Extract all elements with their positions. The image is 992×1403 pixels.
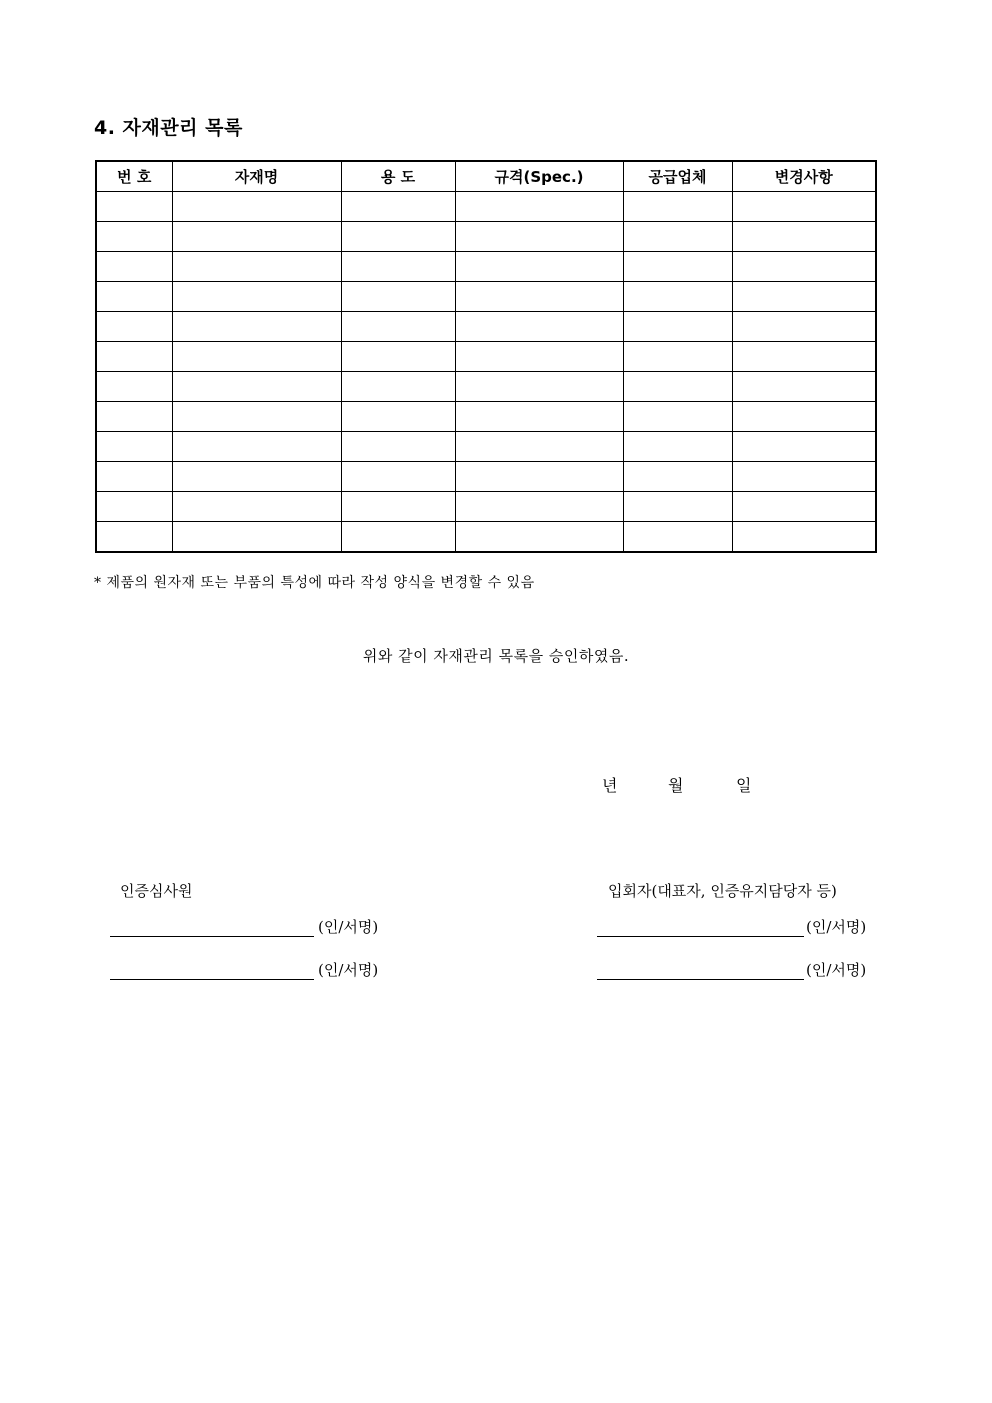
cell-supplier[interactable] (623, 402, 732, 432)
cell-usage[interactable] (341, 282, 455, 312)
section-title: 4. 자재관리 목록 (94, 117, 243, 139)
table-row (96, 462, 876, 492)
cell-usage[interactable] (341, 372, 455, 402)
cell-spec[interactable] (455, 522, 623, 553)
cell-material-name[interactable] (172, 372, 341, 402)
cell-number[interactable] (96, 432, 172, 462)
cell-supplier[interactable] (623, 312, 732, 342)
cell-usage[interactable] (341, 432, 455, 462)
table-row (96, 432, 876, 462)
auditor-sign-label-2: (인/서명) (318, 961, 379, 979)
header-usage: 용 도 (341, 161, 455, 192)
cell-number[interactable] (96, 342, 172, 372)
cell-supplier[interactable] (623, 342, 732, 372)
witness-label: 입회자(대표자, 인증유지담당자 등) (608, 882, 837, 900)
cell-supplier[interactable] (623, 282, 732, 312)
table-row (96, 342, 876, 372)
auditor-label: 인증심사원 (120, 882, 193, 900)
cell-spec[interactable] (455, 252, 623, 282)
cell-number[interactable] (96, 522, 172, 553)
header-supplier: 공급업체 (623, 161, 732, 192)
cell-number[interactable] (96, 462, 172, 492)
cell-spec[interactable] (455, 492, 623, 522)
header-number: 번 호 (96, 161, 172, 192)
cell-usage[interactable] (341, 252, 455, 282)
header-changes: 변경사항 (732, 161, 876, 192)
cell-usage[interactable] (341, 522, 455, 553)
cell-number[interactable] (96, 252, 172, 282)
cell-supplier[interactable] (623, 432, 732, 462)
cell-number[interactable] (96, 222, 172, 252)
cell-changes[interactable] (732, 372, 876, 402)
cell-supplier[interactable] (623, 522, 732, 553)
cell-supplier[interactable] (623, 372, 732, 402)
cell-changes[interactable] (732, 192, 876, 222)
table-row (96, 492, 876, 522)
cell-changes[interactable] (732, 252, 876, 282)
cell-material-name[interactable] (172, 522, 341, 553)
cell-material-name[interactable] (172, 312, 341, 342)
cell-material-name[interactable] (172, 342, 341, 372)
witness-sign-label-2: (인/서명) (806, 961, 867, 979)
date-month-label: 월 (668, 776, 684, 795)
cell-material-name[interactable] (172, 462, 341, 492)
cell-supplier[interactable] (623, 222, 732, 252)
cell-supplier[interactable] (623, 252, 732, 282)
witness-signature-line-1[interactable] (597, 936, 804, 937)
cell-changes[interactable] (732, 522, 876, 553)
cell-usage[interactable] (341, 402, 455, 432)
witness-sign-label-1: (인/서명) (806, 918, 867, 936)
cell-usage[interactable] (341, 462, 455, 492)
date-day-label: 일 (736, 776, 752, 795)
auditor-signature-line-2[interactable] (110, 979, 314, 980)
table-row (96, 222, 876, 252)
table-row (96, 312, 876, 342)
cell-number[interactable] (96, 312, 172, 342)
table-row (96, 372, 876, 402)
table-row (96, 252, 876, 282)
cell-usage[interactable] (341, 312, 455, 342)
cell-supplier[interactable] (623, 492, 732, 522)
cell-spec[interactable] (455, 282, 623, 312)
header-spec: 규격(Spec.) (455, 161, 623, 192)
cell-material-name[interactable] (172, 222, 341, 252)
cell-material-name[interactable] (172, 252, 341, 282)
cell-usage[interactable] (341, 492, 455, 522)
cell-changes[interactable] (732, 432, 876, 462)
cell-material-name[interactable] (172, 282, 341, 312)
approval-statement: 위와 같이 자재관리 목록을 승인하였음. (362, 647, 630, 665)
table-row (96, 522, 876, 553)
cell-supplier[interactable] (623, 192, 732, 222)
cell-usage[interactable] (341, 222, 455, 252)
cell-changes[interactable] (732, 462, 876, 492)
cell-number[interactable] (96, 282, 172, 312)
cell-changes[interactable] (732, 342, 876, 372)
cell-changes[interactable] (732, 282, 876, 312)
cell-number[interactable] (96, 192, 172, 222)
auditor-sign-label-1: (인/서명) (318, 918, 379, 936)
cell-spec[interactable] (455, 192, 623, 222)
cell-material-name[interactable] (172, 402, 341, 432)
cell-material-name[interactable] (172, 492, 341, 522)
cell-spec[interactable] (455, 402, 623, 432)
cell-material-name[interactable] (172, 432, 341, 462)
header-material-name: 자재명 (172, 161, 341, 192)
cell-usage[interactable] (341, 192, 455, 222)
cell-number[interactable] (96, 492, 172, 522)
table-header-row (96, 161, 876, 192)
table-row (96, 282, 876, 312)
cell-usage[interactable] (341, 342, 455, 372)
cell-supplier[interactable] (623, 462, 732, 492)
materials-table (95, 160, 877, 553)
date-year-label: 년 (602, 776, 618, 795)
note-text: * 제품의 원자재 또는 부품의 특성에 따라 작성 양식을 변경할 수 있음 (94, 575, 535, 591)
table-row (96, 402, 876, 432)
cell-spec[interactable] (455, 372, 623, 402)
cell-material-name[interactable] (172, 192, 341, 222)
cell-changes[interactable] (732, 222, 876, 252)
cell-spec[interactable] (455, 462, 623, 492)
cell-number[interactable] (96, 372, 172, 402)
cell-spec[interactable] (455, 312, 623, 342)
auditor-signature-line-1[interactable] (110, 936, 314, 937)
table-row (96, 192, 876, 222)
cell-spec[interactable] (455, 432, 623, 462)
cell-changes[interactable] (732, 312, 876, 342)
cell-changes[interactable] (732, 402, 876, 432)
cell-number[interactable] (96, 402, 172, 432)
witness-signature-line-2[interactable] (597, 979, 804, 980)
cell-spec[interactable] (455, 342, 623, 372)
cell-changes[interactable] (732, 492, 876, 522)
cell-spec[interactable] (455, 222, 623, 252)
